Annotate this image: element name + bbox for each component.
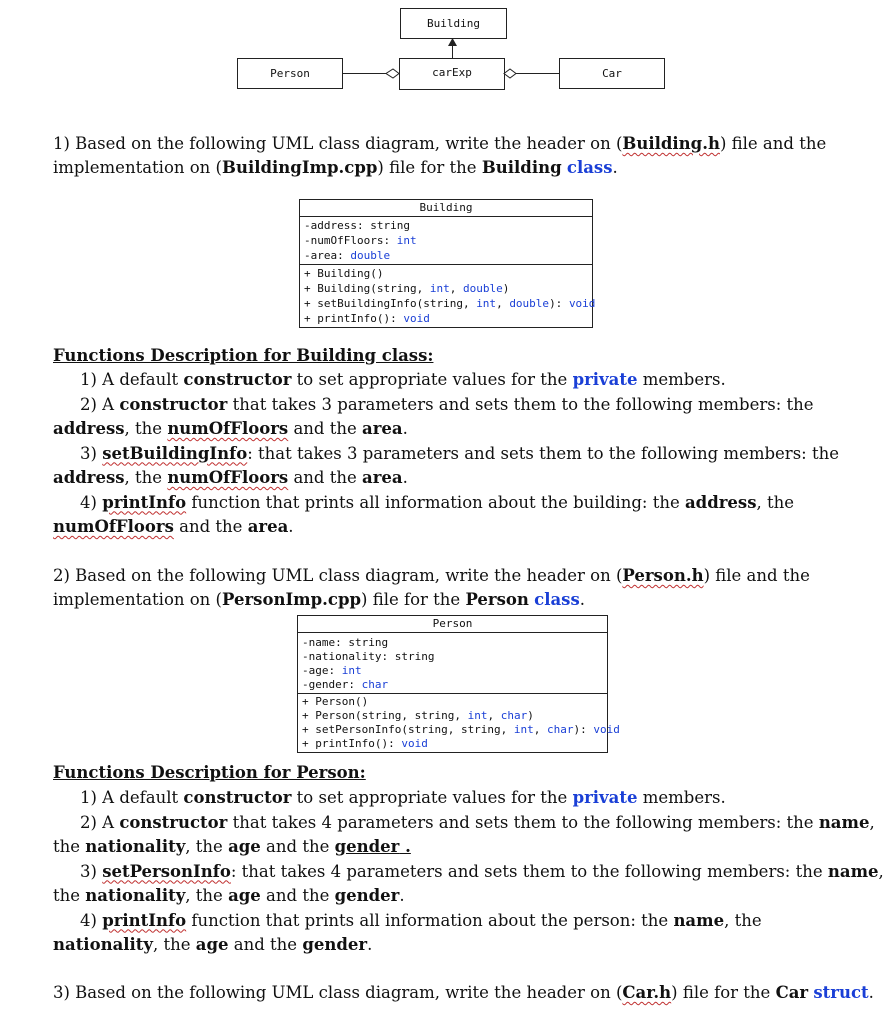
text-span: and the <box>260 886 335 905</box>
list-item-continued <box>53 884 884 909</box>
text-span: double <box>509 297 550 310</box>
text-span: , the <box>185 886 229 905</box>
building-uml-class <box>299 199 596 328</box>
person-desc-heading <box>53 761 366 785</box>
uml-method <box>304 266 588 281</box>
text-span: . <box>612 158 618 177</box>
text-span: . <box>579 590 585 609</box>
text-span: Building <box>481 158 562 177</box>
text-span: and the <box>288 468 363 487</box>
text-span: int <box>467 709 488 722</box>
list-item-continued <box>53 417 839 442</box>
text-span: + printInfo(): <box>302 737 402 750</box>
uml-attribute <box>304 218 588 233</box>
text-span: void <box>568 297 596 310</box>
text-span: Functions Description for Building class: <box>53 346 434 365</box>
text-span: int <box>429 282 450 295</box>
text-span: and the <box>173 517 248 536</box>
text-span: address <box>684 492 757 512</box>
text-span: -gender: <box>302 678 362 691</box>
building-box <box>400 8 507 39</box>
text-span: , <box>449 282 463 295</box>
text-span: that takes 4 parameters and sets them to the following members: the <box>227 812 819 832</box>
text-span: 1) Based on the following UML class diagram, write the header on ( <box>53 134 623 153</box>
text-span: , <box>878 861 884 881</box>
text-span: setPersonInfo <box>102 861 231 881</box>
text-span: , the <box>185 837 229 856</box>
uml-method <box>304 296 596 311</box>
text-span: int <box>513 723 534 736</box>
text-span: . <box>288 517 294 536</box>
uml-method <box>302 709 603 723</box>
text-span: numOfFloors <box>167 468 289 487</box>
list-item-continued <box>53 466 839 491</box>
text-span: 3) <box>80 861 103 881</box>
carexp-box <box>399 58 505 90</box>
text-span: to set appropriate values for the <box>291 788 573 807</box>
text-span: , <box>496 297 510 310</box>
text-span: constructor <box>183 370 292 389</box>
text-span: nationality <box>85 886 186 905</box>
person-h-filename: Person.h <box>622 566 704 585</box>
text-span: int <box>396 234 417 247</box>
text-span: . <box>868 983 874 1002</box>
text-span: char <box>547 723 574 736</box>
text-span: -numOfFloors: <box>304 234 397 247</box>
car-box-label: Car <box>602 67 622 80</box>
text-span: area <box>247 517 289 536</box>
car-box <box>559 58 665 89</box>
building-uml-title: Building <box>300 200 592 217</box>
text-span: double <box>350 249 391 262</box>
uml-method <box>302 737 603 751</box>
text-span: numOfFloors <box>167 419 289 438</box>
text-span: void <box>403 312 430 325</box>
text-span: name <box>673 910 725 930</box>
text-span: , the <box>756 492 795 512</box>
text-span: Person <box>465 590 529 609</box>
text-span: -area: <box>304 249 351 262</box>
building-box-label: Building <box>427 17 480 30</box>
list-item <box>53 442 839 467</box>
text-span: age <box>228 837 261 856</box>
text-span: 3) <box>80 443 103 463</box>
text-span: . <box>402 419 408 438</box>
building-imp-filename: BuildingImp.cpp <box>222 158 378 177</box>
text-span: void <box>593 723 620 736</box>
text-span: double <box>462 282 503 295</box>
text-span: that takes 3 parameters and sets them to the following members: the <box>227 394 814 414</box>
list-item-continued <box>53 515 839 540</box>
text-span: printInfo <box>102 492 187 512</box>
text-span: class <box>566 158 613 177</box>
text-span: ) <box>527 709 534 722</box>
text-span: private <box>572 370 638 389</box>
text-span: the <box>53 886 86 905</box>
person-uml-attributes <box>298 633 607 693</box>
text-span: -nationality: <box>302 650 395 663</box>
person-uml-class <box>297 615 620 753</box>
text-span: constructor <box>183 788 292 807</box>
uml-method <box>304 311 588 326</box>
text-span: , the <box>124 468 168 487</box>
question-2 <box>53 564 810 612</box>
text-span: age <box>195 935 229 954</box>
person-aggregation-line <box>342 73 387 74</box>
text-span: Functions Description for Person: <box>53 763 366 782</box>
text-span: . <box>399 837 411 856</box>
text-span: int <box>341 664 362 677</box>
text-span: , the <box>124 419 168 438</box>
text-span: implementation on ( <box>53 590 222 609</box>
text-span: , the <box>153 935 196 954</box>
text-span: ): <box>549 297 569 310</box>
text-span: ) file and the <box>703 566 810 585</box>
uml-attribute <box>304 248 588 263</box>
text-span: 2) A <box>80 394 120 414</box>
text-span: function that prints all information about the person: the <box>186 910 674 930</box>
text-span: ) <box>502 282 510 295</box>
text-span: -name: <box>302 636 349 649</box>
text-span: setBuildingInfo <box>102 443 248 463</box>
building-uml-attributes <box>300 217 592 264</box>
text-span: and the <box>260 837 335 856</box>
text-span: area <box>362 468 403 487</box>
text-span: name <box>818 812 870 832</box>
text-span: + printInfo(): <box>304 312 404 325</box>
text-span: int <box>476 297 497 310</box>
text-span: ) file for the <box>377 158 482 177</box>
text-span: , <box>533 723 548 736</box>
text-span: 4) <box>80 492 103 512</box>
car-aggregation-line <box>516 73 559 74</box>
list-item <box>53 909 884 934</box>
building-uml-methods <box>300 264 596 327</box>
question-3 <box>53 981 874 1005</box>
carexp-box-label: carExp <box>432 66 472 79</box>
text-span: printInfo <box>102 910 187 930</box>
text-span: address <box>53 419 125 438</box>
list-item <box>53 860 884 885</box>
text-span: 4) <box>80 910 103 930</box>
text-span: string <box>394 650 435 663</box>
text-span: function that prints all information about the building: the <box>186 492 685 512</box>
building-h-filename: Building.h <box>622 134 720 153</box>
text-span: string <box>370 219 410 232</box>
text-span: ) file for the <box>361 590 466 609</box>
text-span: and the <box>228 935 303 954</box>
diamond-icon <box>503 68 517 79</box>
text-span: char <box>361 678 389 691</box>
uml-attribute <box>304 233 588 248</box>
text-span: area <box>362 419 403 438</box>
text-span: -address: <box>304 219 371 232</box>
list-item <box>53 491 839 516</box>
text-span: 1) A default <box>80 788 184 807</box>
text-span: Car <box>775 983 809 1002</box>
text-span: . <box>367 935 373 954</box>
text-span: members. <box>637 370 726 389</box>
text-span: numOfFloors <box>53 517 174 536</box>
person-box <box>237 58 343 89</box>
text-span: and the <box>288 419 363 438</box>
text-span: char <box>500 709 528 722</box>
text-span: members. <box>637 788 726 807</box>
text-span: : that takes 4 parameters and sets them to the following members: the <box>230 861 828 881</box>
uml-attribute <box>302 678 603 692</box>
text-span: ) file for the <box>671 983 776 1002</box>
text-span: nationality <box>53 935 154 954</box>
text-span: : that takes 3 parameters and sets them to the following members: the <box>247 443 839 463</box>
list-item-continued <box>53 933 884 958</box>
text-span: the <box>53 837 86 856</box>
arrow-up-icon <box>447 38 458 47</box>
text-span: 2) Based on the following UML class diagram, write the header on ( <box>53 566 623 585</box>
text-span: void <box>401 737 428 750</box>
text-span: + Building(string, <box>304 282 430 295</box>
text-span: nationality <box>85 837 186 856</box>
uml-method <box>304 281 588 296</box>
text-span: gender <box>334 886 400 905</box>
text-span: + setPersonInfo(string, string, <box>302 723 514 736</box>
text-span: 3) Based on the following UML class diagram, write the header on ( <box>53 983 623 1002</box>
text-span: gender <box>302 935 368 954</box>
text-span: + setBuildingInfo(string, <box>304 297 477 310</box>
list-item <box>53 368 839 393</box>
text-span: address <box>53 468 125 487</box>
list-item <box>53 811 884 836</box>
text-span: 2) A <box>80 812 120 832</box>
person-uml-title: Person <box>298 616 607 633</box>
text-span: ): <box>573 723 594 736</box>
person-desc-list <box>53 786 884 958</box>
list-item <box>53 786 884 811</box>
text-span: gender <box>334 837 400 856</box>
person-box-label: Person <box>270 67 310 80</box>
uml-attribute <box>302 636 603 650</box>
text-span: name <box>827 861 879 881</box>
uml-method <box>302 695 603 709</box>
text-span: constructor <box>119 812 228 832</box>
car-h-filename: Car.h <box>622 983 672 1002</box>
uml-attribute <box>302 650 603 664</box>
uml-method <box>302 723 620 737</box>
text-span: + Person() <box>302 695 369 708</box>
text-span: + Person(string, string, <box>302 709 468 722</box>
text-span: string <box>348 636 389 649</box>
text-span: . <box>399 886 405 905</box>
building-desc-list <box>53 368 839 540</box>
text-span: age <box>228 886 261 905</box>
text-span: , the <box>724 910 762 930</box>
question-1 <box>53 132 826 180</box>
text-span: -age: <box>302 664 342 677</box>
person-imp-filename: PersonImp.cpp <box>222 590 362 609</box>
text-span: implementation on ( <box>53 158 222 177</box>
text-span: . <box>402 468 408 487</box>
text-span: 1) A default <box>80 370 184 389</box>
text-span: , <box>487 709 501 722</box>
person-uml-methods <box>298 693 620 752</box>
uml-attribute <box>302 664 603 678</box>
text-span: + Building() <box>304 267 384 280</box>
building-desc-heading <box>53 344 433 368</box>
list-item-continued <box>53 835 884 860</box>
text-span: struct <box>813 983 869 1002</box>
text-span: to set appropriate values for the <box>291 370 573 389</box>
text-span: , <box>869 812 875 832</box>
text-span: constructor <box>119 394 228 414</box>
text-span: private <box>572 788 638 807</box>
list-item <box>53 393 839 418</box>
text-span: class <box>534 590 580 609</box>
diamond-icon <box>386 68 400 79</box>
text-span: ) file and the <box>719 134 827 153</box>
